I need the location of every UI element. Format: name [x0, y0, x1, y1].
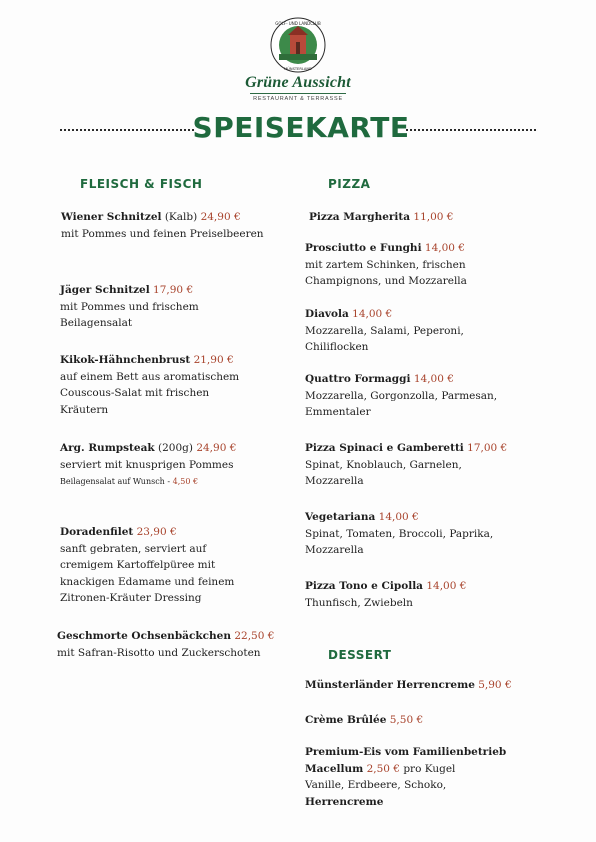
badge-bottom-text: MÜNSTERLAND — [284, 67, 312, 71]
menu-item-kikok: Kikok-Hähnchenbrust 21,90 € auf einem Bett aus aromatischem Couscous-Salat mit frischen Kräutern — [60, 354, 240, 416]
menu-item-quattro-formaggi: Quattro Formaggi 14,00 € Mozzarella, Gorgonzolla, Parmesan, Emmentaler — [305, 373, 498, 418]
menu-item-tono-cipolla: Pizza Tono e Cipolla 14,00 € Thunfisch, Zwiebeln — [305, 580, 467, 609]
menu-item-wiener-schnitzel: Wiener Schnitzel (Kalb) 24,90 € mit Pommes und feinen Preiselbeeren — [61, 211, 264, 240]
page-title: SPEISEKARTE — [192, 111, 410, 144]
club-logo — [262, 16, 334, 74]
menu-item-premium-eis: Premium-Eis vom Familienbetrieb Macellum 2,50 € pro Kugel Vanille, Erdbeere, Schoko, Herrencreme — [305, 746, 507, 808]
brand-subtitle: RESTAURANT & TERRASSE — [253, 96, 343, 102]
section-pizza: PIZZA — [328, 177, 371, 191]
brand-name: Grüne Aussicht — [245, 74, 351, 91]
menu-item-vegetariana: Vegetariana 14,00 € Spinat, Tomaten, Broccoli, Paprika, Mozzarella — [305, 511, 494, 556]
menu-item-margherita: Pizza Margherita 11,00 € — [309, 211, 454, 223]
menu-item-diavola: Diavola 14,00 € Mozzarella, Salami, Peperoni, Chiliflocken — [305, 308, 464, 353]
menu-item-herrencreme: Münsterländer Herrencreme 5,90 € — [305, 679, 512, 691]
badge-top-text: GOLF- UND LANDCLUB — [275, 21, 321, 26]
title-dots-right — [406, 129, 536, 131]
section-dessert: DESSERT — [328, 648, 392, 662]
menu-item-rumpsteak: Arg. Rumpsteak (200g) 24,90 € serviert mit knusprigen Pommes Beilagensalat auf Wunsch - 4,50 € — [60, 442, 237, 486]
menu-item-jaeger-schnitzel: Jäger Schnitzel 17,90 € mit Pommes und frischem Beilagensalat — [60, 284, 199, 329]
menu-item-creme-brulee: Crème Brûlée 5,50 € — [305, 714, 424, 726]
title-dots-left — [60, 129, 194, 131]
brand-divider — [250, 93, 346, 94]
menu-item-prosciutto: Prosciutto e Funghi 14,00 € mit zartem Schinken, frischen Champignons, und Mozzarella — [305, 242, 467, 287]
section-fleisch-fisch: FLEISCH & FISCH — [80, 177, 203, 191]
menu-item-spinaci-gamberetti: Pizza Spinaci e Gamberetti 17,00 € Spinat, Knoblauch, Garnelen, Mozzarella — [305, 442, 508, 487]
menu-item-doradenfilet: Doradenfilet 23,90 € sanft gebraten, serviert auf cremigem Kartoffelpüree mit knackigen Edamame und feinem Zitronen-Kräuter Dressing — [60, 526, 235, 604]
menu-item-ochsenbaeckchen: Geschmorte Ochsenbäckchen 22,50 € mit Safran-Risotto und Zuckerschoten — [57, 630, 275, 659]
